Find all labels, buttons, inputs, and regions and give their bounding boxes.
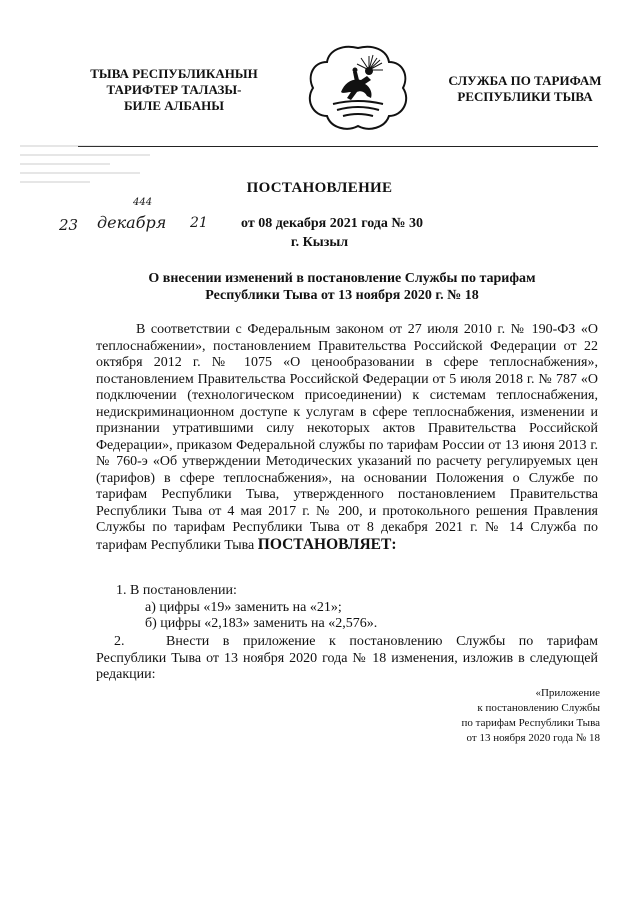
item-1: 1. В постановлении: bbox=[116, 583, 237, 598]
decree-word: ПОСТАНОВЛЯЕТ: bbox=[257, 535, 397, 553]
header-left-line: ТАРИФТЕР ТАЛАЗЫ- bbox=[106, 82, 242, 97]
preamble-text: В соответствии с Федеральным законом от 27 июля 2010 г. № 190-ФЗ «О теплоснабжении», постановлением Правительства Российской Федерации от 22 октября 2012 г. № 1075 «О ценообразовании в сфере теплоснабжения», постановлением Правительства Российской Федерации от 5 июля 2018 г. № 787 «О подключении (технологическом присоединении) к системам теплоснабжения, недискриминационном доступе к услугам в сфере теплоснабжения, изменении и признании утратившими силу некоторых актов Правительства Российской Федерации», приказом Федеральной службы по тарифам России от 13 июня 2013 г. № 760-э «Об утверждении Методических указаний по расчету регулируемых цен (тарифов) в сфере теплоснабжения», на основании Положения о Службе по тарифам Республики Тыва, утвержденного постановлением Правительства Республики Тыва от 4 мая 2017 г. № 200, и протокольного решения Правления Службы по тарифам Республики Тыва от 8 декабря 2021 г. № 14 Служба по тарифам Республики Тыва bbox=[96, 322, 598, 553]
header-right-org-name bbox=[440, 73, 610, 105]
subject-line: О внесении изменений в постановление Службы по тарифам bbox=[148, 271, 536, 286]
document-subject bbox=[96, 270, 588, 304]
handwritten-month: декабря bbox=[97, 213, 167, 232]
header-right-line: РЕСПУБЛИКИ ТЫВА bbox=[457, 89, 593, 104]
appendix-line: к постановлению Службы bbox=[477, 702, 600, 714]
document-date-number: от 08 декабря 2021 года № 30 bbox=[241, 216, 423, 231]
document-type-title: ПОСТАНОВЛЕНИЕ bbox=[246, 180, 393, 196]
appendix-line: по тарифам Республики Тыва bbox=[461, 717, 600, 729]
item-1-sub-b: б) цифры «2,183» заменить на «2,576». bbox=[145, 616, 378, 631]
header-left-line: БИЛЕ АЛБАНЫ bbox=[123, 98, 225, 113]
appendix-line: «Приложение bbox=[535, 687, 600, 699]
item-2-number: 2. bbox=[114, 634, 125, 649]
item-2-text: Внести в приложение к постановлению Службы по тарифам Республики Тыва от 13 ноября 2020 года № 18 изменения, изложив в следующей редакции: bbox=[96, 634, 598, 682]
handwritten-year: 21 bbox=[190, 215, 208, 231]
handwritten-day: 23 bbox=[59, 216, 79, 234]
appendix-header bbox=[420, 686, 600, 746]
tuva-coat-of-arms-icon bbox=[303, 42, 413, 139]
item-2 bbox=[96, 634, 598, 684]
header-left-org-name bbox=[86, 66, 262, 114]
document-city: г. Кызыл bbox=[290, 235, 349, 250]
handwritten-number: 444 bbox=[133, 197, 153, 208]
header-right-line: СЛУЖБА ПО ТАРИФАМ bbox=[448, 73, 602, 88]
preamble-block bbox=[96, 322, 598, 554]
header-left-line: ТЫВА РЕСПУБЛИКАНЫН bbox=[90, 66, 258, 81]
appendix-line: от 13 ноября 2020 года № 18 bbox=[466, 732, 600, 744]
subject-line: Республики Тыва от 13 ноября 2020 г. № 18 bbox=[205, 288, 479, 303]
item-1-sub-a: а) цифры «19» заменить на «21»; bbox=[145, 600, 342, 615]
preamble-paragraph bbox=[96, 322, 598, 554]
